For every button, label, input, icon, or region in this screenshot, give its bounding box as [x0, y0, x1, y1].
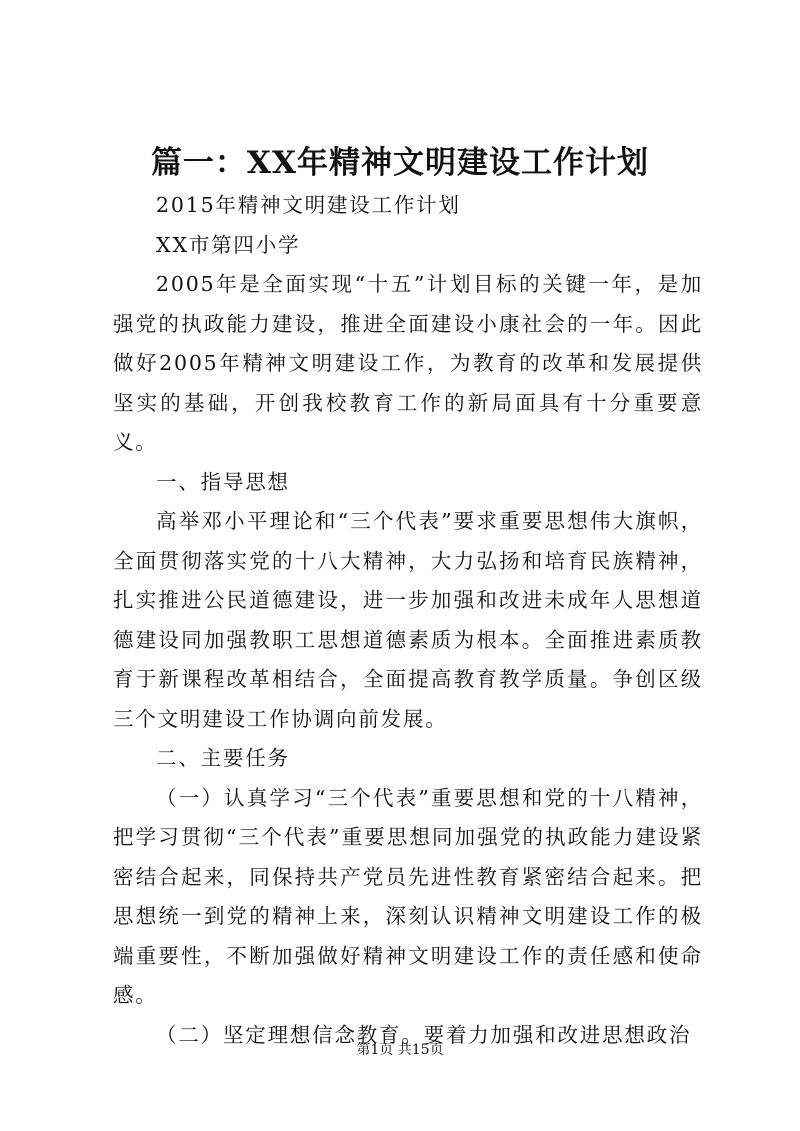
document-body — [113, 186, 703, 1055]
guiding-thought-paragraph: 高举邓小平理论和“三个代表”要求重要思想伟大旗帜，全面贯彻落实党的十八大精神，大力弘扬和培育民族精神，扎实推进公民道德建设，进一步加强和改进未成年人思想道德建设同加强教职工思想道德素质为根本。全面推进素质教育于新课程改革相结合，全面提高教育教学质量。争创区级三个文明建设工作协调向前发展。 — [113, 509, 703, 731]
intro-paragraph: 2005年是全面实现“十五”计划目标的关键一年，是加强党的执政能力建设，推进全面建设小康社会的一年。因此做好2005年精神文明建设工作，为教育的改革和发展提供坚实的基础，开创我校教育工作的新局面具有十分重要意义。 — [113, 272, 703, 454]
subtitle-paragraph: 2015年精神文明建设工作计划 — [156, 193, 461, 217]
section-heading-guiding-thought: 一、指导思想 — [156, 469, 290, 494]
page-title: 篇一：XX年精神文明建设工作计划 — [150, 145, 650, 181]
task-two-paragraph: （二）坚定理想信念教育。要着力加强和改进思想政治 — [156, 1022, 692, 1047]
school-name-paragraph: XX市第四小学 — [156, 232, 301, 257]
page-number-footer: 第1页 共15页 — [356, 1042, 444, 1058]
section-heading-main-tasks: 二、主要任务 — [156, 746, 290, 770]
task-one-paragraph: （一）认真学习“三个代表”重要思想和党的十八精神，把学习贯彻“三个代表”重要思想同加强党的执政能力建设紧密结合起来，同保持共产党员先进性教育紧密结合起来。把思想统一到党的精神上来，深刻认识精神文明建设工作的极端重要性，不断加强做好精神文明建设工作的责任感和使命感。 — [113, 785, 703, 1007]
